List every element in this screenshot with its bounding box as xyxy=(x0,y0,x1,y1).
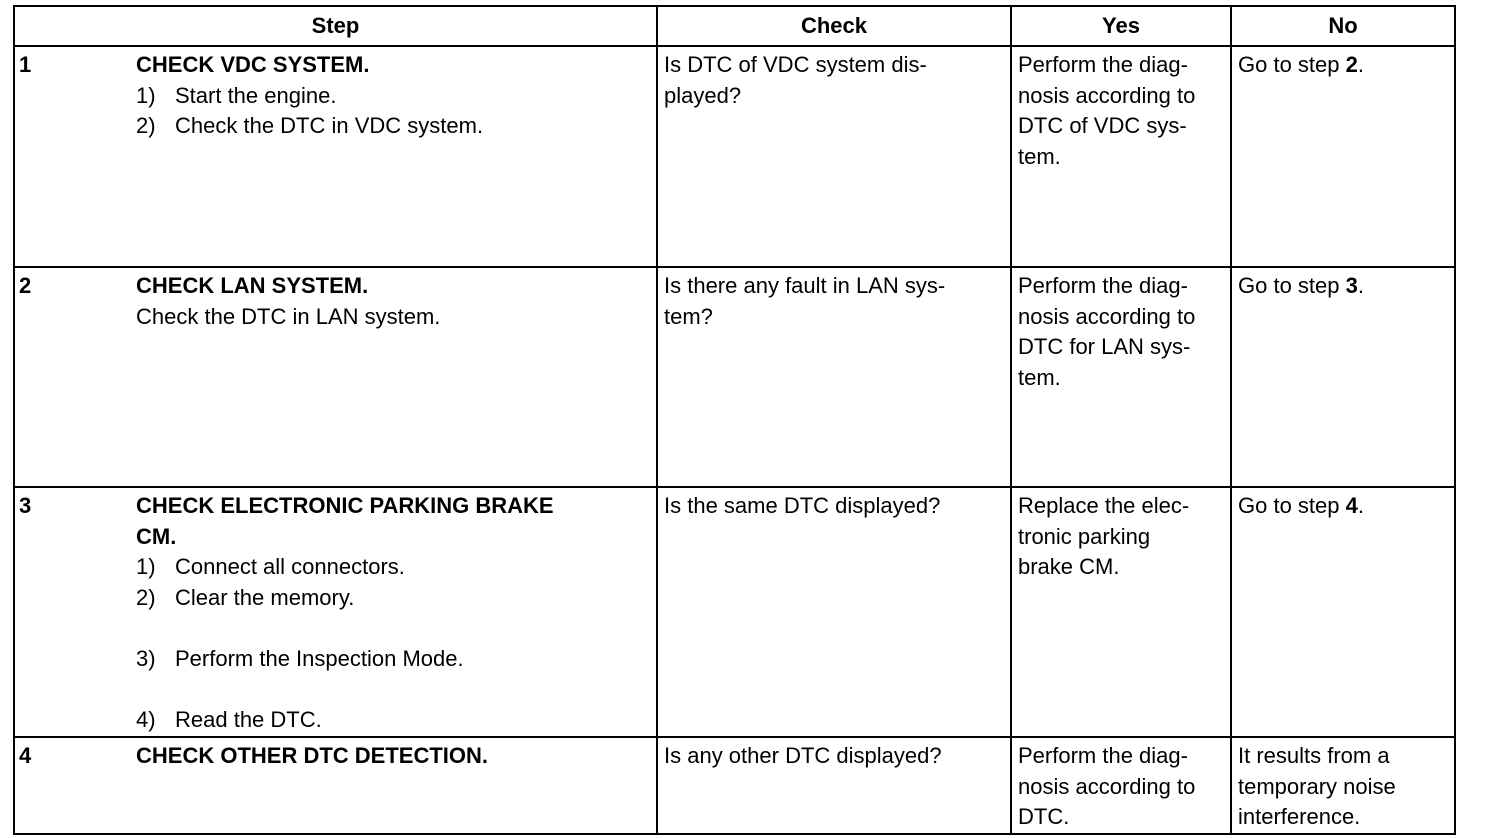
step-instruction: 3) Perform the Inspection Mode. xyxy=(136,645,464,671)
yes-cell xyxy=(1011,487,1231,737)
no-text: Go to step 2. xyxy=(1238,52,1364,77)
header-row xyxy=(14,6,1455,46)
step-cell xyxy=(14,737,657,834)
check-cell xyxy=(657,46,1011,267)
yes-text: Replace the elec- tronic parking brake CM. xyxy=(1018,493,1190,579)
check-text: Is there any fault in LAN sys- tem? xyxy=(664,273,946,329)
check-text: Is DTC of VDC system dis- played? xyxy=(664,52,927,108)
step-number: 1 xyxy=(19,52,32,77)
yes-text: Perform the diag- nosis according to DTC of VDC sys- tem. xyxy=(1018,52,1196,169)
check-cell xyxy=(657,487,1011,737)
no-cell xyxy=(1231,267,1455,487)
step-instruction: 2) Clear the memory. xyxy=(136,584,355,610)
no-text: Go to step 3. xyxy=(1238,273,1364,298)
table-row xyxy=(14,737,1455,834)
yes-text: Perform the diag- nosis according to DTC for LAN sys- tem. xyxy=(1018,273,1196,390)
step-title: CHECK OTHER DTC DETECTION. xyxy=(136,743,488,768)
yes-cell xyxy=(1011,267,1231,487)
no-step-ref: 3 xyxy=(1345,273,1358,298)
no-cell xyxy=(1231,46,1455,267)
step-cell xyxy=(14,46,657,267)
check-text: Is any other DTC displayed? xyxy=(664,743,942,768)
step-number: 2 xyxy=(19,273,32,298)
no-cell xyxy=(1231,487,1455,737)
step-instruction: 4) Read the DTC. xyxy=(136,706,322,732)
no-step-ref: 4 xyxy=(1345,493,1358,518)
yes-cell xyxy=(1011,46,1231,267)
step-instruction: 1) Connect all connectors. xyxy=(136,554,405,579)
step-cell xyxy=(14,267,657,487)
no-step-ref: 2 xyxy=(1345,52,1358,77)
step-instruction: 2) Check the DTC in VDC system. xyxy=(136,113,484,138)
step-title: CHECK LAN SYSTEM. xyxy=(136,273,369,298)
step-instruction: 1) Start the engine. xyxy=(136,82,337,108)
no-text: It results from a temporary noise interference. xyxy=(1238,743,1396,829)
check-text: Is the same DTC displayed? xyxy=(664,493,941,518)
step-instruction: Check the DTC in LAN system. xyxy=(136,303,441,329)
table-row xyxy=(14,46,1455,267)
header-step: Step xyxy=(14,6,657,46)
header-yes: Yes xyxy=(1011,6,1231,46)
diagnostic-table xyxy=(13,5,1456,835)
no-cell xyxy=(1231,737,1455,834)
step-cell xyxy=(14,487,657,737)
table-row xyxy=(14,487,1455,737)
step-number: 4 xyxy=(19,743,32,768)
step-title: CHECK VDC SYSTEM. xyxy=(136,52,370,77)
check-cell xyxy=(657,267,1011,487)
yes-text: Perform the diag- nosis according to DTC. xyxy=(1018,743,1196,829)
header-no: No xyxy=(1231,6,1455,46)
check-cell xyxy=(657,737,1011,834)
header-check: Check xyxy=(657,6,1011,46)
step-title: CHECK ELECTRONIC PARKING BRAKE CM. xyxy=(136,493,554,549)
table-row xyxy=(14,267,1455,487)
step-number: 3 xyxy=(19,493,32,518)
yes-cell xyxy=(1011,737,1231,834)
no-text: Go to step 4. xyxy=(1238,493,1364,518)
